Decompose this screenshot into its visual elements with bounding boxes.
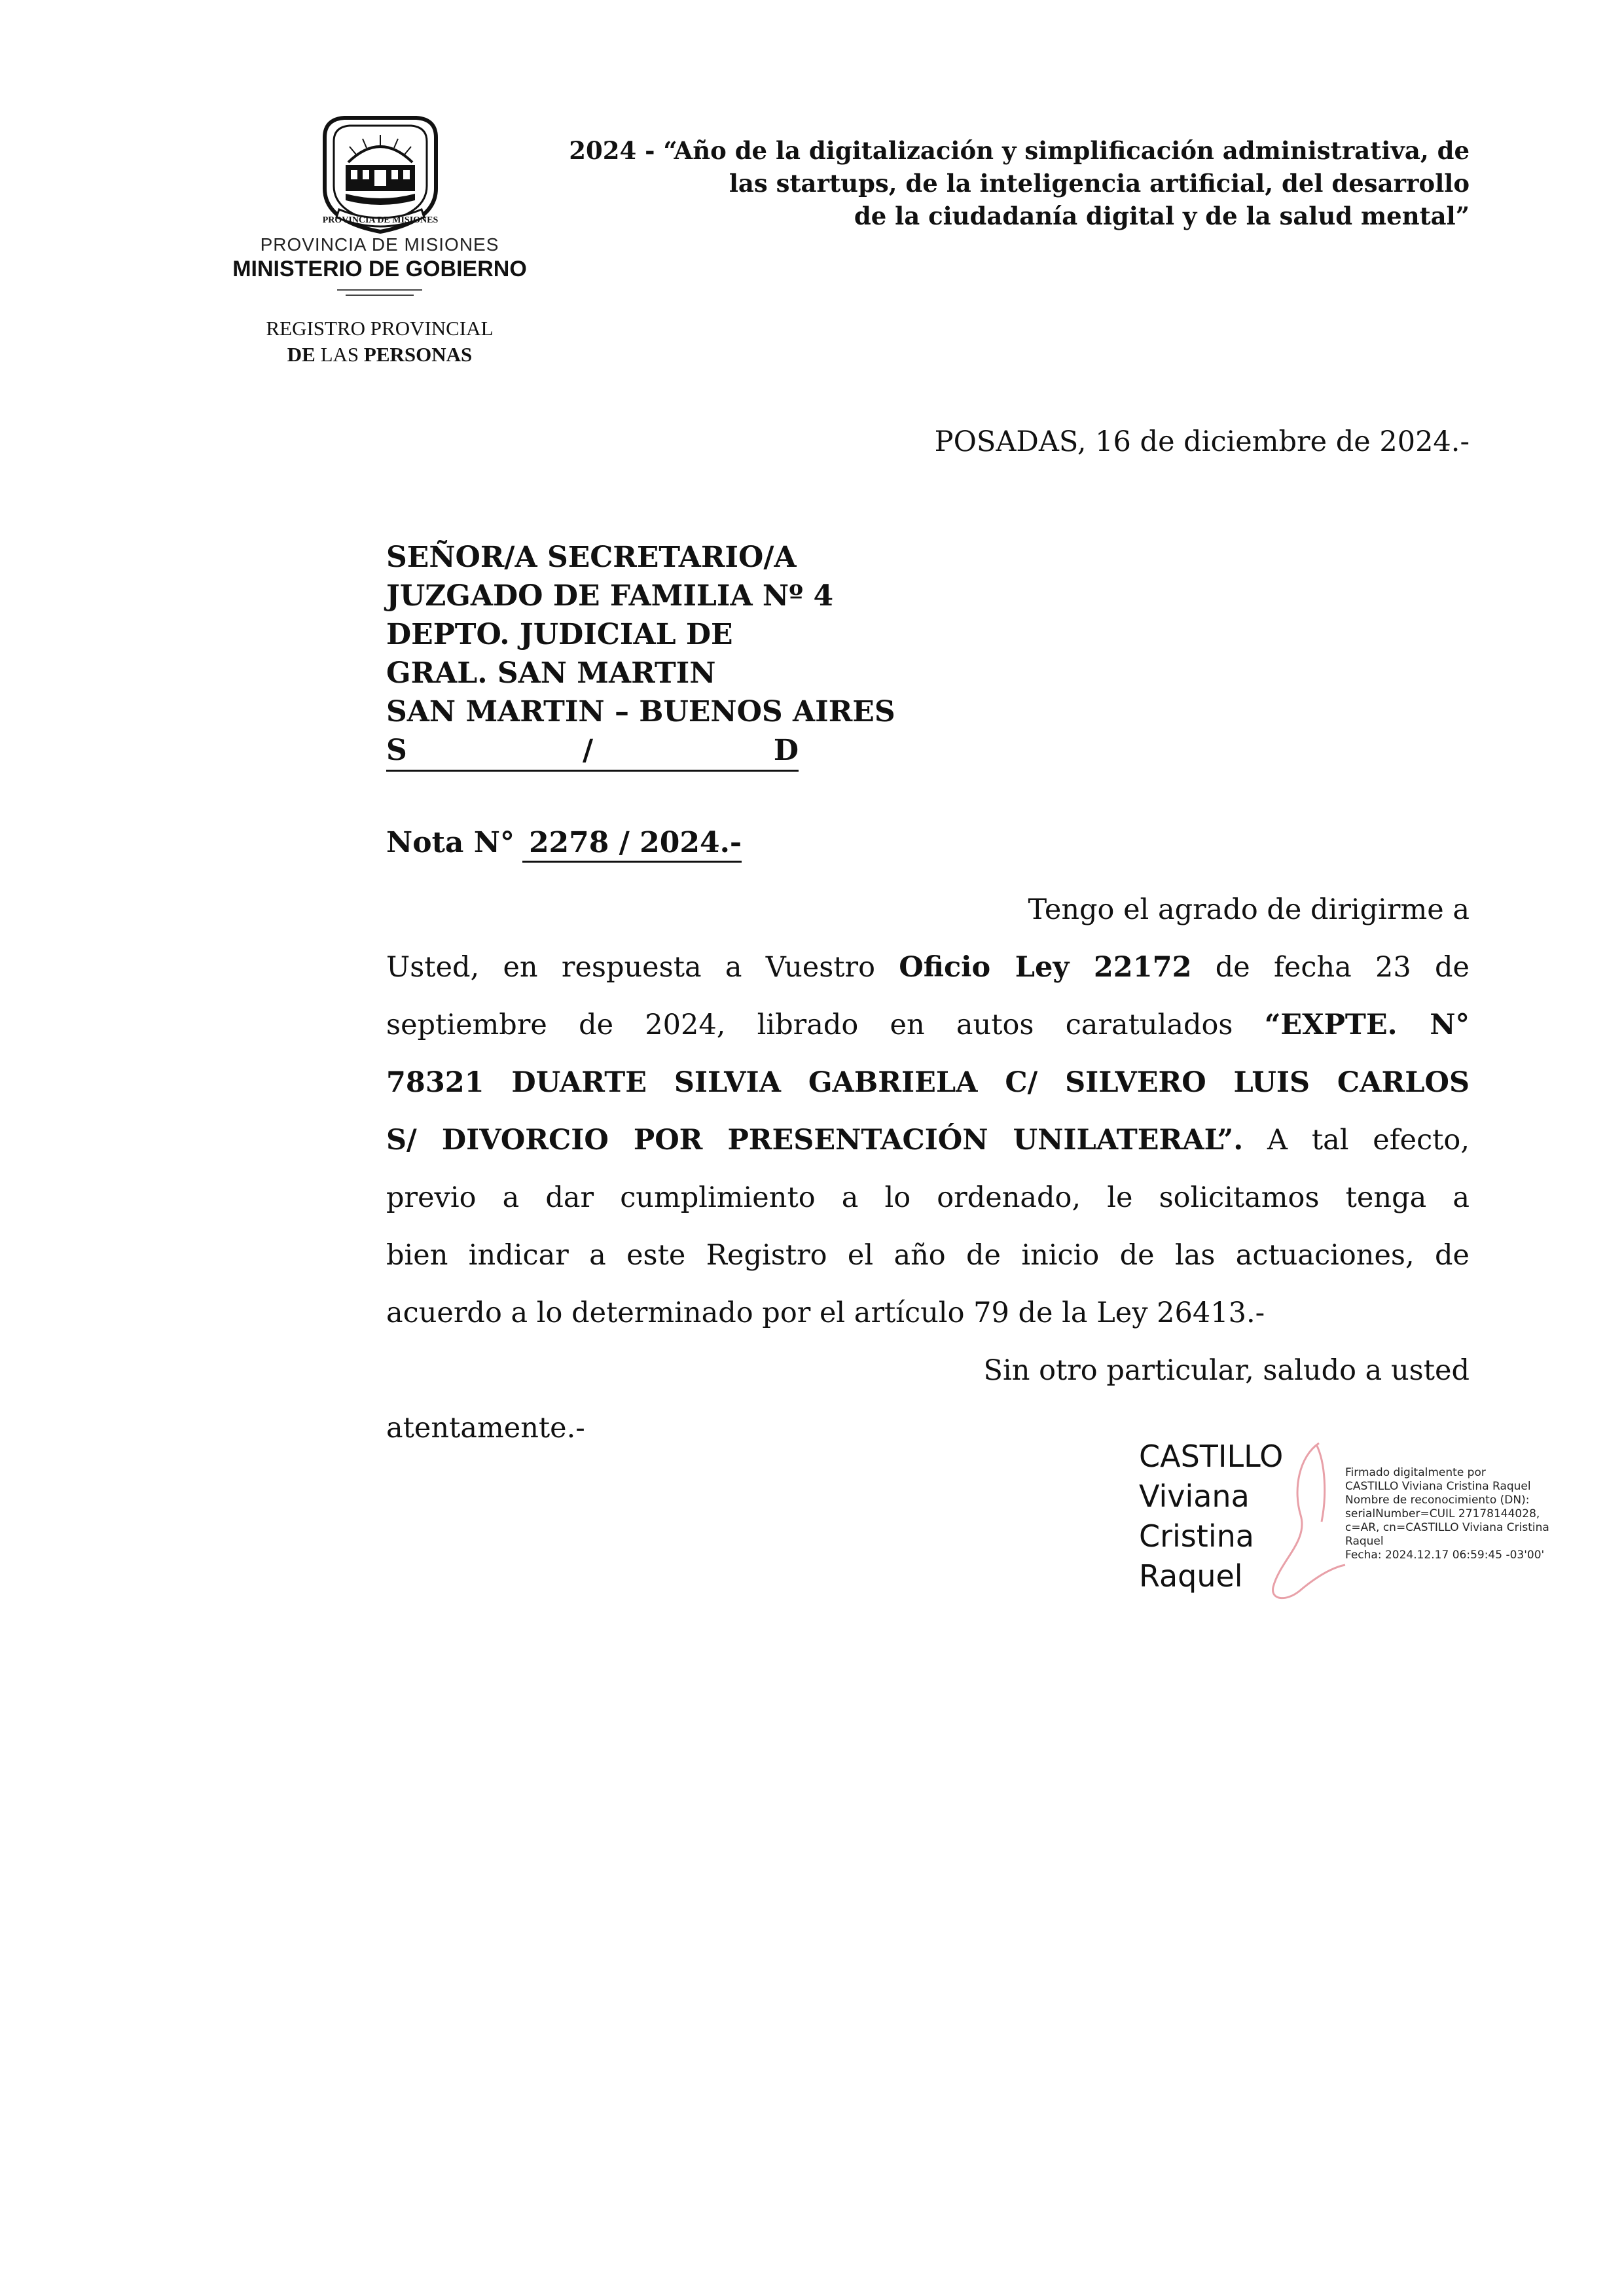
signer-name-line: Cristina xyxy=(1139,1518,1254,1554)
body-text-run: Usted, en respuesta a Vuestro xyxy=(386,951,899,984)
sd-slash: / xyxy=(583,734,594,767)
ministry-rule xyxy=(337,289,422,291)
addressee-line: JUZGADO DE FAMILIA Nº 4 xyxy=(386,579,834,613)
addressee-block xyxy=(386,538,1106,772)
signer-name-line: Raquel xyxy=(1139,1558,1243,1594)
addressee-line: SEÑOR/A SECRETARIO/A xyxy=(386,541,797,574)
motto-line: 2024 - “Año de la digitalización y simplificación administrativa, de xyxy=(569,136,1470,165)
letter-date: POSADAS, 16 de diciembre de 2024.- xyxy=(934,425,1470,458)
signature-detail-line: Nombre de reconocimiento (DN): xyxy=(1345,1494,1530,1507)
oficio-reference: Oficio Ley 22172 xyxy=(899,951,1192,984)
registry-line-2 xyxy=(216,343,543,367)
body-text-run: de fecha 23 de xyxy=(1191,951,1470,984)
body-line xyxy=(386,939,1470,996)
signature-detail-line: c=AR, cn=CASTILLO Viviana Cristina xyxy=(1345,1521,1549,1534)
emblem-text: PROVINCIA DE MISIONES xyxy=(322,215,439,225)
ministry-rule-secondary xyxy=(346,295,414,296)
addressee-line: DEPTO. JUDICIAL DE xyxy=(386,618,733,651)
addressee-line: SAN MARTIN – BUENOS AIRES xyxy=(386,695,895,728)
registry-line-1: REGISTRO PROVINCIAL xyxy=(266,317,494,340)
note-reference xyxy=(386,826,742,863)
signer-name-line: CASTILLO xyxy=(1139,1439,1284,1474)
signature-detail-line: serialNumber=CUIL 27178144028, xyxy=(1345,1507,1540,1520)
body-line: acuerdo a lo determinado por el artículo 79 de la Ley 26413.- xyxy=(386,1297,1265,1329)
year-motto xyxy=(458,134,1470,232)
signature-detail-line: Firmado digitalmente por xyxy=(1345,1466,1486,1479)
letter-body xyxy=(386,881,1470,1457)
note-number: 2278 / 2024.- xyxy=(522,826,742,863)
body-line xyxy=(386,1054,1470,1111)
body-line: atentamente.- xyxy=(386,1412,585,1444)
body-text-run: septiembre de 2024, librado en autos caratulados xyxy=(386,1009,1265,1041)
province-label: PROVINCIA DE MISIONES xyxy=(260,234,499,255)
body-line: bien indicar a este Registro el año de inicio de las actuaciones, de xyxy=(386,1239,1470,1272)
registry-line-2-las: LAS xyxy=(320,343,359,366)
signature-detail-line: Raquel xyxy=(1345,1535,1384,1548)
body-line: Sin otro particular, saludo a usted xyxy=(983,1354,1470,1387)
signature-details xyxy=(1345,1466,1561,1562)
sd-s: S xyxy=(386,734,407,767)
case-title-middle: 78321 DUARTE SILVIA GABRIELA C/ SILVERO LUIS CARLOS xyxy=(386,1066,1470,1099)
addressee-line: GRAL. SAN MARTIN xyxy=(386,656,716,690)
registry-line-2-personas: PERSONAS xyxy=(363,343,473,366)
signer-name-line: Viviana xyxy=(1139,1479,1250,1514)
body-line: previo a dar cumplimiento a lo ordenado, le solicitamos tenga a xyxy=(386,1181,1470,1214)
signature-detail-line: CASTILLO Viviana Cristina Raquel xyxy=(1345,1480,1531,1493)
su-despacho-line xyxy=(386,731,799,772)
motto-line: las startups, de la inteligencia artificial, del desarrollo xyxy=(729,169,1470,198)
ministry-label: MINISTERIO DE GOBIERNO xyxy=(232,257,527,281)
body-line xyxy=(386,996,1470,1054)
provincia-de-misiones-coat-of-arms-icon xyxy=(313,111,448,236)
body-line: Tengo el agrado de dirigirme a xyxy=(1028,893,1470,926)
sd-d: D xyxy=(773,734,799,767)
note-label: Nota N° xyxy=(386,826,514,859)
body-text-run: A tal efecto, xyxy=(1243,1124,1470,1157)
case-title-end: S/ DIVORCIO POR PRESENTACIÓN UNILATERAL”. xyxy=(386,1124,1244,1157)
case-title-start: “EXPTE. N° xyxy=(1264,1009,1470,1041)
signature-detail-line: Fecha: 2024.12.17 06:59:45 -03'00' xyxy=(1345,1549,1545,1562)
body-line xyxy=(386,1111,1470,1169)
motto-line: de la ciudadanía digital y de la salud mental” xyxy=(854,202,1470,230)
digital-signature-mark-icon xyxy=(1254,1437,1352,1607)
registry-line-2-de: DE xyxy=(287,343,316,366)
